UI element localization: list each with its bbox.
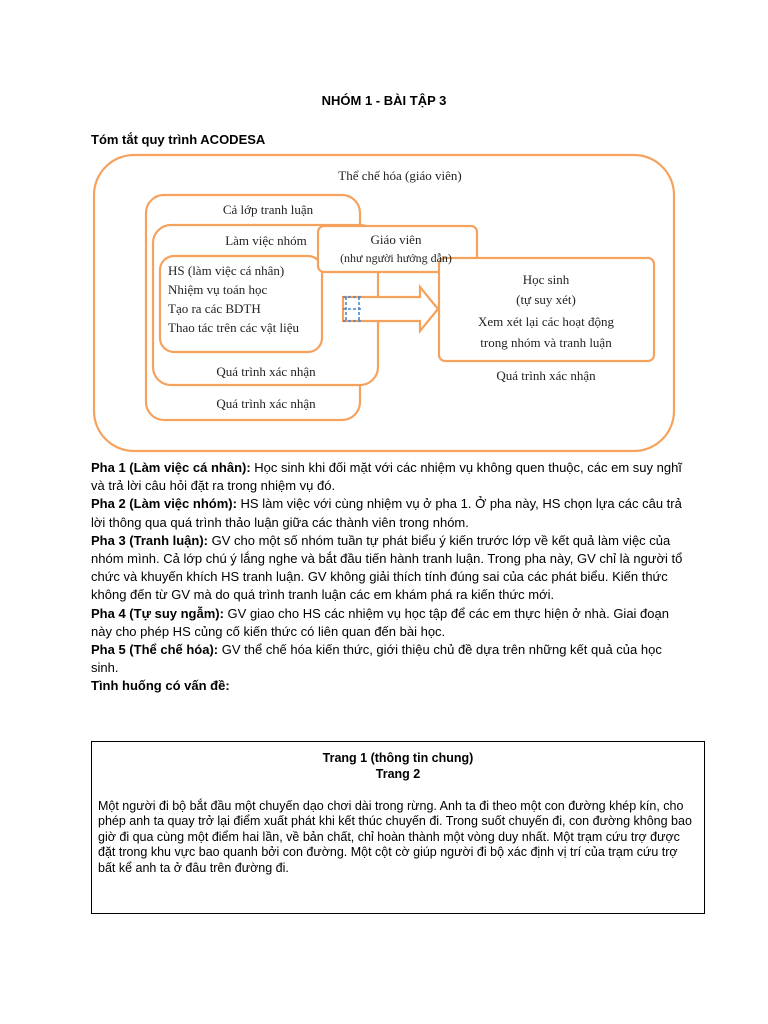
confirm-label-inner: Quá trình xác nhận: [216, 364, 316, 379]
student-line: Xem xét lại các hoạt động: [477, 314, 615, 329]
individual-line: HS (làm việc cá nhân): [168, 263, 285, 278]
box-body-text: Một người đi bộ bắt đầu một chuyến dạo chơi dài trong rừng. Anh ta đi theo một con đường khép kín, cho phép anh ta quay trở lại điểm xuất phát khi kết thúc chuyến đi. Trong suốt chuyến đi, con đường không bao giờ đi qua cùng một điểm hai lần, về bản chất, chỉ hoàn thành một vòng duy nhất. Một trạm cứu trợ được đặt trong khu vực bao quanh bởi con đường. Một cột cờ giúp người đi bộ xác định vị trí của trạm cứu trợ bất kể anh ta ở đâu trên đường đi.: [98, 799, 692, 875]
group-work-label: Làm việc nhóm: [225, 233, 307, 248]
student-line: (tự suy xét): [516, 292, 576, 307]
student-line: Học sinh: [522, 272, 570, 287]
acodesa-diagram: [90, 150, 680, 455]
confirm-label-outer: Quá trình xác nhận: [216, 396, 316, 411]
teacher-label: Giáo viên: [370, 232, 422, 247]
teacher-sublabel: (như người hướng dẫn): [340, 251, 452, 265]
problem-heading: Tình huống có vấn đề:: [91, 678, 230, 694]
student-line: trong nhóm và tranh luận: [480, 335, 612, 350]
problem-box: [91, 741, 705, 914]
phase-4: Pha 4 (Tự suy ngẫm): GV giao cho HS các nhiệm vụ học tập để các em thực hiện ở nhà. Giai đoạn này cho phép HS củng cố kiến thức có liên quan đến bài học.: [91, 605, 669, 639]
phase-2: Pha 2 (Làm việc nhóm): HS làm việc với cùng nhiệm vụ ở pha 1. Ở pha này, HS chọn lựa các câu trả lời thông qua quá trình thảo luận giữa các thành viên trong nhóm.: [91, 496, 682, 530]
individual-line: Thao tác trên các vật liệu: [168, 320, 300, 335]
phase-3: Pha 3 (Tranh luận): GV cho một số nhóm tuần tự phát biểu ý kiến trước lớp về kết quả làm việc của nhóm mình. Cả lớp chú ý lắng nghe và bắt đầu tiến hành tranh luận. Trong pha này, GV chỉ là người tổ chức và khuyến khích HS tranh luận. GV không giải thích tính đúng sai của các phát biểu. Kiến thức không đến từ GV mà do quá trình tranh luận các em khám phá ra kiến thức mới.: [91, 532, 683, 603]
individual-line: Tạo ra các BDTH: [168, 301, 261, 316]
student-confirm-label: Quá trình xác nhận: [496, 368, 596, 383]
outer-label: Thể chế hóa (giáo viên): [338, 168, 462, 183]
box-heading-2: Trang 2: [375, 767, 421, 781]
phase-descriptions: [91, 459, 691, 696]
phase-1: Pha 1 (Làm việc cá nhân): Học sinh khi đối mặt với các nhiệm vụ không quen thuộc, các em suy nghĩ và trả lời câu hỏi đặt ra trong nhiệm vụ đó.: [91, 460, 682, 494]
box-heading-1: Trang 1 (thông tin chung): [322, 751, 474, 765]
class-debate-label: Cả lớp tranh luận: [222, 202, 314, 217]
section-subtitle: Tóm tắt quy trình ACODESA: [91, 132, 266, 147]
document-title: NHÓM 1 - BÀI TẬP 3: [321, 93, 447, 108]
phase-5: Pha 5 (Thể chế hóa): GV thể chế hóa kiến thức, giới thiệu chủ đề dựa trên những kết quả của học sinh.: [91, 642, 662, 676]
individual-line: Nhiệm vụ toán học: [168, 282, 268, 297]
